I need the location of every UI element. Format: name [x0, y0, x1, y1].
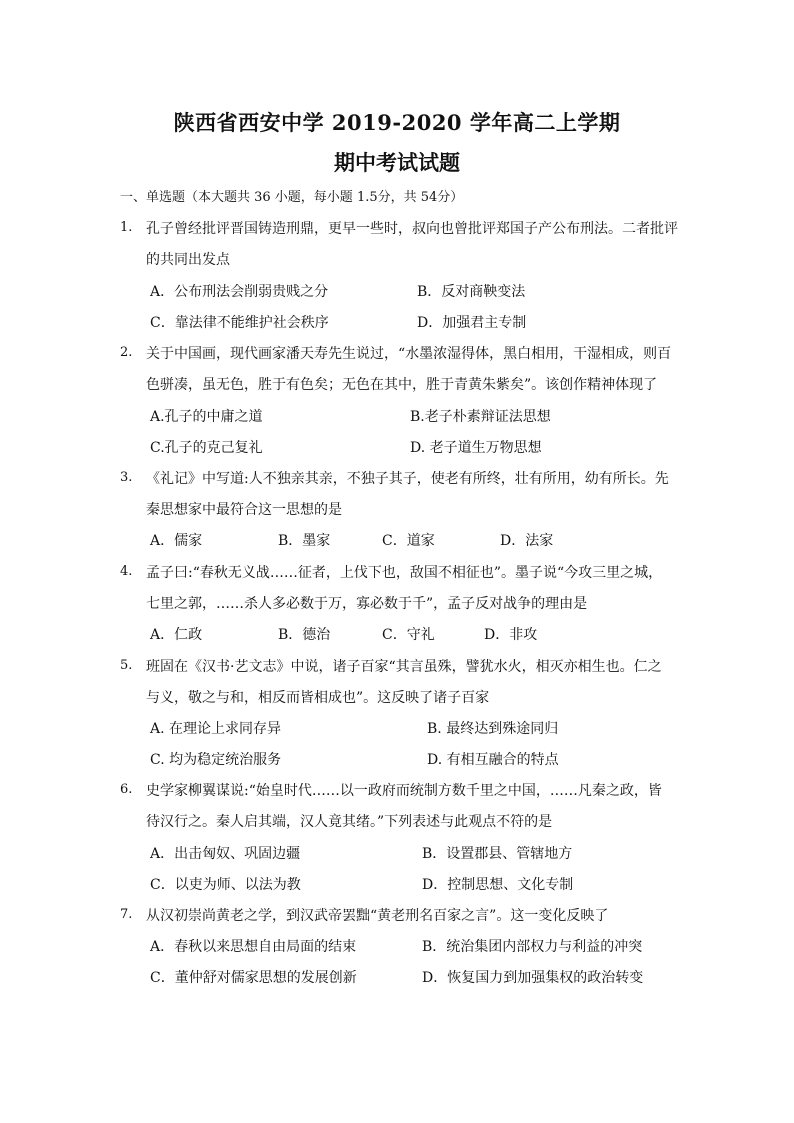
option-c: C．守礼	[382, 627, 435, 643]
option-d: D. 老子道生万物思想	[410, 440, 542, 456]
question-text-line: 的共同出发点	[146, 252, 230, 268]
option-c: C．靠法律不能维护社会秩序	[150, 315, 329, 331]
option-a: A．公布刑法会削弱贵贱之分	[150, 284, 329, 300]
option-b: B.老子朴素辩证法思想	[410, 409, 551, 425]
question-text-line: 《礼记》中写道:人不独亲其亲，不独子其子，使老有所终，壮有所用，幼有所长。先	[146, 471, 669, 487]
question-number: 6.	[120, 782, 133, 797]
option-b: B．反对商鞅变法	[417, 284, 526, 300]
question-text-line: 色骈凑，虽无色，胜于有色矣；无色在其中，胜于青黄朱紫矣”。该创作精神体现了	[146, 377, 658, 393]
option-b: B. 最终达到殊途同归	[427, 721, 559, 737]
question-text-line: 与义，敬之与和，相反而皆相成也”。这反映了诸子百家	[146, 690, 490, 706]
option-c: C．以吏为师、以法为教	[150, 877, 301, 893]
option-a: A.孔子的中庸之道	[150, 409, 263, 425]
option-d: D．恢复国力到加强集权的政治转变	[422, 970, 644, 986]
question-text-line: 孟子曰:“春秋无义战……征者，上伐下也，敌国不相征也”。墨子说“今攻三里之城，	[146, 565, 663, 581]
option-d: D．非攻	[484, 627, 538, 643]
option-d: D．法家	[500, 533, 554, 549]
question-number: 2.	[120, 345, 133, 360]
option-d: D．控制思想、文化专制	[422, 877, 574, 893]
option-c: C. 均为稳定统治服务	[150, 752, 282, 768]
option-b: B．统治集团内部权力与利益的冲突	[422, 939, 643, 955]
option-a: A．儒家	[150, 533, 203, 549]
option-c: C．董仲舒对儒家思想的发展创新	[150, 970, 357, 986]
document-subtitle: 期中考试试题	[334, 150, 460, 175]
question-text-line: 孔子曾经批评晋国铸造刑鼎，更早一些时，叔向也曾批评郑国子产公布刑法。二者批评	[146, 221, 678, 237]
option-b: B．墨家	[278, 533, 331, 549]
question-number: 1.	[120, 220, 133, 235]
option-b: B．设置郡县、管辖地方	[422, 846, 573, 862]
question-text-line: 秦思想家中最符合这一思想的是	[146, 502, 342, 518]
option-a: A．春秋以来思想自由局面的结束	[150, 939, 357, 955]
question-number: 4.	[120, 564, 133, 579]
question-number: 7.	[120, 907, 133, 922]
option-d: D. 有相互融合的特点	[427, 752, 559, 768]
section-header: 一、单选题（本大题共 36 小题，每小题 1.5分，共 54分）	[120, 190, 464, 205]
question-number: 5.	[120, 658, 133, 673]
option-c: C．道家	[382, 533, 435, 549]
question-text-line: 关于中国画，现代画家潘天寿先生说过，“水墨浓湿得体，黑白相用，干湿相成，则百	[146, 346, 672, 362]
option-a: A. 在理论上求同存异	[150, 721, 282, 737]
option-b: B．德治	[278, 627, 331, 643]
option-a: A．出击匈奴、巩固边疆	[150, 846, 301, 862]
question-text-line: 七里之郭，……杀人多必数于万，寡必数于千”，孟子反对战争的理由是	[146, 596, 588, 612]
question-text-line: 待汉行之。秦人启其端，汉人竟其绪。”下列表述与此观点不符的是	[146, 814, 553, 830]
option-d: D．加强君主专制	[417, 315, 527, 331]
option-a: A．仁政	[150, 627, 203, 643]
question-number: 3.	[120, 470, 133, 485]
option-c: C.孔子的克己复礼	[150, 440, 263, 456]
question-text-line: 从汉初崇尚黄老之学，到汉武帝罢黜“黄老刑名百家之言”。这一变化反映了	[146, 908, 609, 924]
question-text-line: 班固在《汉书·艺文志》中说，诸子百家“其言虽殊，譬犹水火，相灭亦相生也。仁之	[146, 659, 662, 675]
question-text-line: 史学家柳翼谋说:“始皇时代……以一政府而统制方数千里之中国，……凡秦之政，皆	[146, 783, 662, 799]
document-title: 陕西省西安中学 2019-2020 学年高二上学期	[173, 110, 621, 135]
